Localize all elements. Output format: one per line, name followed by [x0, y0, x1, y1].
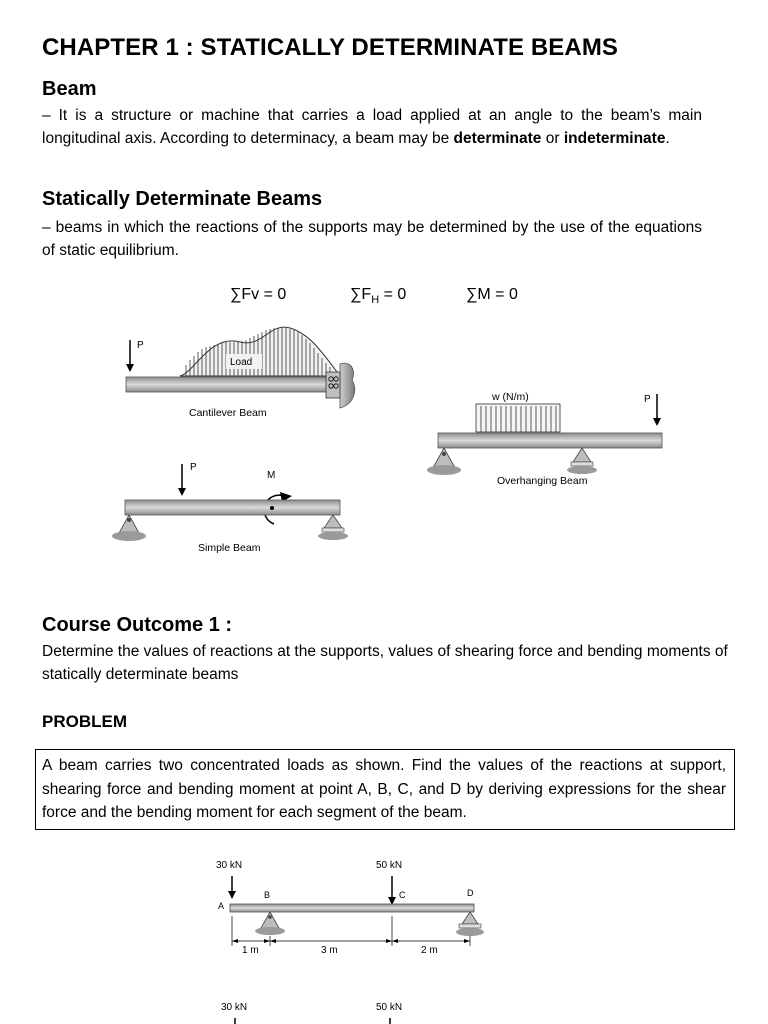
course-outcome-text: Determine the values of reactions at the supports, values of shearing force and bending moments of statically determinate beams — [42, 643, 728, 683]
overhanging-force-label: P — [644, 394, 651, 405]
point-a-label: A — [218, 901, 225, 911]
load-1-label-2: 30 kN — [221, 1002, 248, 1013]
point-c-label: C — [399, 890, 406, 900]
statically-determinate-heading: Statically Determinate Beams — [42, 188, 323, 210]
problem-label: PROBLEM — [42, 712, 127, 731]
beam-definition-text: – It is a structure or machine that carries a load applied at an angle to the beam’s main longitudinal axis. According to determinacy, a beam may be — [42, 107, 702, 147]
beam-definition-or: or — [541, 130, 564, 147]
overhanging-load-label: w (N/m) — [492, 391, 529, 403]
beam-definition-end: . — [665, 130, 670, 147]
equation-sum-m: ∑M = 0 — [466, 286, 518, 303]
equation-sum-fh — [350, 286, 406, 306]
eq-fh-sub: H — [371, 294, 380, 307]
load-2-label: 50 kN — [376, 860, 403, 871]
indeterminate-term: indeterminate — [563, 130, 666, 147]
overhanging-caption: Overhanging Beam — [497, 475, 588, 487]
dimension-3: 2 m — [421, 945, 438, 956]
dimension-2: 3 m — [321, 945, 338, 956]
statically-determinate-definition: – beams in which the reactions of the supports may be determined by the use of the equations of static equilibrium. — [42, 219, 702, 259]
problem-statement: A beam carries two concentrated loads as shown. Find the values of the reactions at support, shearing force and bending moment at point A, B, C, and D by deriving expressions for the shear force and the bending moment for each segment of the beam. — [35, 749, 735, 830]
point-d-label: D — [467, 888, 474, 898]
cantilever-caption: Cantilever Beam — [189, 407, 267, 419]
chapter-title: CHAPTER 1 : STATICALLY DETERMINATE BEAMS — [42, 34, 619, 61]
beam-heading: Beam — [42, 78, 97, 100]
determinate-term: determinate — [453, 130, 542, 147]
simple-force-label: P — [190, 462, 197, 473]
problem-beam-figure — [0, 850, 768, 1024]
overhanging-beam — [427, 391, 662, 487]
beam-types-figure — [0, 320, 768, 570]
load-1-label: 30 kN — [216, 860, 243, 871]
simple-beam — [112, 462, 348, 554]
cantilever-beam — [126, 327, 355, 419]
equation-sum-fv: ∑Fv = 0 — [230, 286, 287, 303]
simple-moment-label: M — [267, 470, 276, 481]
beam-definition — [42, 104, 702, 150]
course-outcome-heading: Course Outcome 1 : — [42, 614, 233, 636]
eq-fh-main: ∑F — [350, 286, 372, 303]
point-b-label: B — [264, 890, 271, 900]
cantilever-load-label: Load — [230, 357, 253, 368]
cantilever-force-label: P — [137, 340, 144, 351]
simple-caption: Simple Beam — [198, 542, 261, 554]
load-2-label-2: 50 kN — [376, 1002, 403, 1013]
dimension-1: 1 m — [242, 945, 259, 956]
eq-fh-tail: = 0 — [379, 286, 407, 303]
